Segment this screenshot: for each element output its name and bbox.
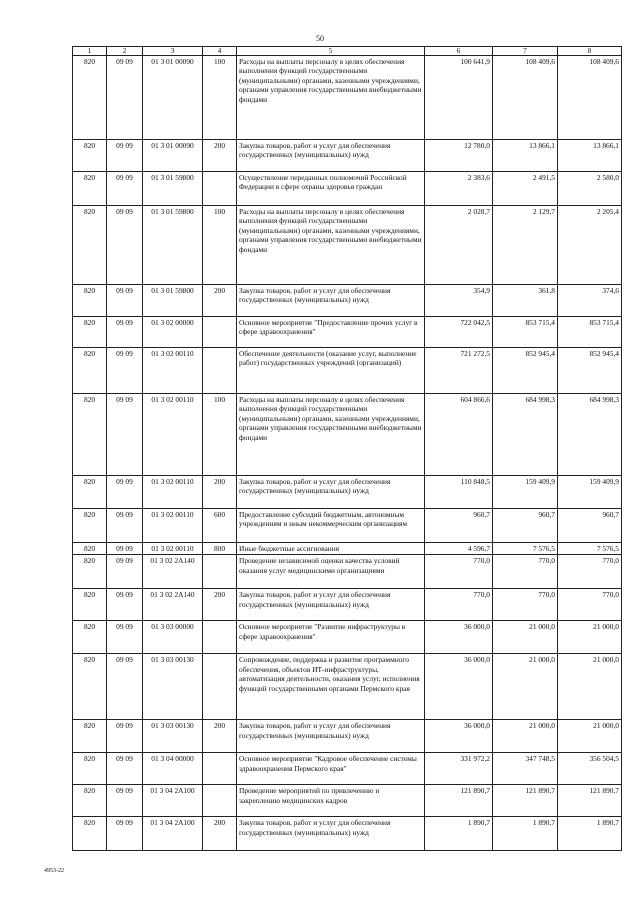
cell-amount-2: 347 748,5: [493, 753, 558, 785]
cell-amount-3: 1 890,7: [558, 817, 622, 851]
cell-target-article: 01 3 02 2А140: [143, 555, 203, 589]
cell-description: Иные бюджетные ассигнования: [237, 543, 425, 555]
cell-description: Закупка товаров, работ и услуг для обеспечения государственных (муниципальных) нужд: [237, 589, 425, 621]
cell-amount-1: 36 000,0: [425, 654, 493, 720]
cell-amount-2: 684 998,3: [493, 394, 558, 476]
cell-amount-3: 2 205,4: [558, 206, 622, 285]
cell-expense-type: 100: [203, 56, 237, 140]
cell-admin-code: 820: [73, 621, 107, 654]
cell-amount-1: 1 890,7: [425, 817, 493, 851]
cell-amount-2: 770,0: [493, 589, 558, 621]
cell-description: Основное мероприятие "Развитие инфраструктуры в сфере здравоохранения": [237, 621, 425, 654]
table-row: [73, 589, 622, 621]
cell-amount-1: 770,0: [425, 589, 493, 621]
cell-amount-1: 12 780,0: [425, 140, 493, 172]
cell-amount-3: 159 409,9: [558, 476, 622, 509]
cell-admin-code: 820: [73, 817, 107, 851]
cell-description: Закупка товаров, работ и услуг для обеспечения государственных (муниципальных) нужд: [237, 140, 425, 172]
cell-amount-1: 604 866,6: [425, 394, 493, 476]
cell-amount-1: 2 028,7: [425, 206, 493, 285]
cell-amount-1: 36 000,0: [425, 621, 493, 654]
cell-amount-2: 108 409,6: [493, 56, 558, 140]
table-row: [73, 206, 622, 285]
cell-amount-3: 21 000,0: [558, 720, 622, 753]
cell-amount-3: 853 715,4: [558, 317, 622, 348]
cell-section-code: 09 09: [107, 140, 143, 172]
table-row: [73, 654, 622, 720]
cell-amount-2: 1 890,7: [493, 817, 558, 851]
cell-target-article: 01 3 01 59800: [143, 206, 203, 285]
cell-target-article: 01 3 02 00110: [143, 509, 203, 543]
cell-admin-code: 820: [73, 654, 107, 720]
cell-section-code: 09 09: [107, 543, 143, 555]
cell-admin-code: 820: [73, 285, 107, 317]
cell-section-code: 09 09: [107, 348, 143, 394]
cell-expense-type: [203, 555, 237, 589]
cell-expense-type: 200: [203, 589, 237, 621]
cell-description: Сопровождение, поддержка и развитие программного обеспечения, объектов ИТ-инфраструктуры, автоматизация деятельности, оказания услуг, исполнения функций государственными органами Пермского края: [237, 654, 425, 720]
cell-amount-2: 853 715,4: [493, 317, 558, 348]
cell-amount-3: 21 000,0: [558, 654, 622, 720]
cell-amount-2: 159 409,9: [493, 476, 558, 509]
cell-amount-3: 7 576,5: [558, 543, 622, 555]
cell-admin-code: 820: [73, 753, 107, 785]
cell-amount-3: 960,7: [558, 509, 622, 543]
cell-expense-type: 100: [203, 394, 237, 476]
header-cell: 5: [237, 47, 425, 56]
table-row: [73, 785, 622, 817]
table-row: [73, 56, 622, 140]
cell-amount-1: 722 042,5: [425, 317, 493, 348]
cell-section-code: 09 09: [107, 654, 143, 720]
cell-amount-2: 770,0: [493, 555, 558, 589]
cell-admin-code: 820: [73, 206, 107, 285]
cell-section-code: 09 09: [107, 285, 143, 317]
cell-expense-type: 200: [203, 817, 237, 851]
footer-code: 4953-22: [44, 868, 64, 874]
table-row: [73, 140, 622, 172]
cell-section-code: 09 09: [107, 172, 143, 206]
cell-amount-1: 960,7: [425, 509, 493, 543]
cell-expense-type: [203, 317, 237, 348]
cell-description: Расходы на выплаты персоналу в целях обеспечения выполнения функций государственными (муниципальными) органами, казенными учреждениями, органами управления государственными внебюджетными фондами: [237, 56, 425, 140]
cell-amount-3: 852 945,4: [558, 348, 622, 394]
cell-admin-code: 820: [73, 394, 107, 476]
cell-target-article: 01 3 01 59800: [143, 285, 203, 317]
cell-expense-type: [203, 348, 237, 394]
table-row: [73, 621, 622, 654]
cell-admin-code: 820: [73, 589, 107, 621]
header-cell: 7: [493, 47, 558, 56]
cell-amount-2: 361,8: [493, 285, 558, 317]
cell-admin-code: 820: [73, 348, 107, 394]
cell-admin-code: 820: [73, 172, 107, 206]
cell-admin-code: 820: [73, 543, 107, 555]
cell-expense-type: 200: [203, 476, 237, 509]
cell-admin-code: 820: [73, 509, 107, 543]
cell-section-code: 09 09: [107, 555, 143, 589]
table-row: [73, 720, 622, 753]
cell-expense-type: 600: [203, 509, 237, 543]
cell-admin-code: 820: [73, 785, 107, 817]
cell-target-article: 01 3 02 00000: [143, 317, 203, 348]
cell-description: Основное мероприятие "Предоставление прочих услуг в сфере здравоохранения": [237, 317, 425, 348]
cell-amount-1: 354,9: [425, 285, 493, 317]
cell-admin-code: 820: [73, 140, 107, 172]
cell-amount-3: 770,0: [558, 589, 622, 621]
cell-description: Предоставление субсидий бюджетным, автономным учреждениям и иным некоммерческим организациям: [237, 509, 425, 543]
cell-section-code: 09 09: [107, 56, 143, 140]
cell-target-article: 01 3 02 00110: [143, 394, 203, 476]
cell-target-article: 01 3 03 00130: [143, 654, 203, 720]
cell-amount-2: 121 890,7: [493, 785, 558, 817]
cell-amount-3: 121 890,7: [558, 785, 622, 817]
cell-amount-2: 21 000,0: [493, 720, 558, 753]
cell-amount-2: 21 000,0: [493, 654, 558, 720]
cell-expense-type: [203, 654, 237, 720]
cell-target-article: 01 3 04 00000: [143, 753, 203, 785]
cell-expense-type: [203, 753, 237, 785]
cell-target-article: 01 3 02 2А140: [143, 589, 203, 621]
table-row: [73, 753, 622, 785]
cell-amount-2: 7 576,5: [493, 543, 558, 555]
cell-section-code: 09 09: [107, 394, 143, 476]
table-row: [73, 509, 622, 543]
cell-section-code: 09 09: [107, 753, 143, 785]
cell-amount-1: 331 972,2: [425, 753, 493, 785]
header-row: [73, 47, 622, 56]
table-row: [73, 394, 622, 476]
cell-target-article: 01 3 01 00090: [143, 56, 203, 140]
cell-section-code: 09 09: [107, 476, 143, 509]
cell-admin-code: 820: [73, 555, 107, 589]
cell-amount-2: 2 491,5: [493, 172, 558, 206]
cell-description: Закупка товаров, работ и услуг для обеспечения государственных (муниципальных) нужд: [237, 817, 425, 851]
cell-admin-code: 820: [73, 56, 107, 140]
cell-target-article: 01 3 02 00110: [143, 348, 203, 394]
table-row: [73, 348, 622, 394]
header-cell: 2: [107, 47, 143, 56]
cell-section-code: 09 09: [107, 785, 143, 817]
table-row: [73, 476, 622, 509]
table-row: [73, 817, 622, 851]
table-row: [73, 172, 622, 206]
cell-description: Расходы на выплаты персоналу в целях обеспечения выполнения функций государственными (муниципальными) органами, казенными учреждениями, органами управления государственными внебюджетными фондами: [237, 206, 425, 285]
cell-expense-type: 200: [203, 140, 237, 172]
cell-amount-1: 100 641,9: [425, 56, 493, 140]
cell-target-article: 01 3 04 2А100: [143, 785, 203, 817]
cell-amount-3: 374,6: [558, 285, 622, 317]
cell-section-code: 09 09: [107, 206, 143, 285]
header-cell: 6: [425, 47, 493, 56]
cell-description: Расходы на выплаты персоналу в целях обеспечения выполнения функций государственными (муниципальными) органами, казенными учреждениями, органами управления государственными внебюджетными фондами: [237, 394, 425, 476]
cell-target-article: 01 3 04 2А100: [143, 817, 203, 851]
cell-expense-type: 800: [203, 543, 237, 555]
cell-amount-3: 13 866,1: [558, 140, 622, 172]
table-row: [73, 317, 622, 348]
table-row: [73, 543, 622, 555]
cell-description: Основное мероприятие "Кадровое обеспечение системы здравоохранения Пермского края": [237, 753, 425, 785]
cell-amount-1: 770,0: [425, 555, 493, 589]
cell-amount-2: 2 129,7: [493, 206, 558, 285]
table-row: [73, 285, 622, 317]
cell-expense-type: 200: [203, 285, 237, 317]
header-cell: 8: [558, 47, 622, 56]
cell-amount-3: 684 998,3: [558, 394, 622, 476]
cell-target-article: 01 3 02 00110: [143, 543, 203, 555]
cell-expense-type: [203, 785, 237, 817]
budget-table: [72, 46, 622, 851]
cell-amount-3: 770,0: [558, 555, 622, 589]
cell-description: Закупка товаров, работ и услуг для обеспечения государственных (муниципальных) нужд: [237, 476, 425, 509]
cell-amount-3: 2 580,0: [558, 172, 622, 206]
cell-section-code: 09 09: [107, 589, 143, 621]
header-cell: 4: [203, 47, 237, 56]
cell-description: Обеспечение деятельности (оказание услуг, выполнение работ) государственных учреждений (организаций): [237, 348, 425, 394]
cell-section-code: 09 09: [107, 509, 143, 543]
page-number: 50: [316, 34, 324, 43]
cell-section-code: 09 09: [107, 621, 143, 654]
cell-amount-3: 108 409,6: [558, 56, 622, 140]
cell-amount-2: 21 000,0: [493, 621, 558, 654]
cell-target-article: 01 3 01 59800: [143, 172, 203, 206]
cell-amount-2: 960,7: [493, 509, 558, 543]
table-body: [73, 56, 622, 851]
cell-expense-type: [203, 621, 237, 654]
table-row: [73, 555, 622, 589]
cell-section-code: 09 09: [107, 817, 143, 851]
cell-section-code: 09 09: [107, 317, 143, 348]
cell-amount-1: 721 272,5: [425, 348, 493, 394]
cell-description: Проведение мероприятий по привлечению и закреплению медицинских кадров: [237, 785, 425, 817]
cell-description: Закупка товаров, работ и услуг для обеспечения государственных (муниципальных) нужд: [237, 285, 425, 317]
cell-target-article: 01 3 03 00000: [143, 621, 203, 654]
cell-target-article: 01 3 02 00110: [143, 476, 203, 509]
cell-amount-1: 110 848,5: [425, 476, 493, 509]
cell-section-code: 09 09: [107, 720, 143, 753]
cell-expense-type: 100: [203, 206, 237, 285]
cell-description: Закупка товаров, работ и услуг для обеспечения государственных (муниципальных) нужд: [237, 720, 425, 753]
cell-description: Осуществление переданных полномочий Российской Федерации в сфере охраны здоровья граждан: [237, 172, 425, 206]
cell-expense-type: 200: [203, 720, 237, 753]
cell-target-article: 01 3 01 00090: [143, 140, 203, 172]
cell-amount-1: 121 890,7: [425, 785, 493, 817]
cell-admin-code: 820: [73, 317, 107, 348]
cell-amount-3: 21 000,0: [558, 621, 622, 654]
cell-expense-type: [203, 172, 237, 206]
cell-description: Проведение независимой оценки качества условий оказания услуг медицинскими организациями: [237, 555, 425, 589]
cell-amount-3: 356 504,5: [558, 753, 622, 785]
header-cell: 3: [143, 47, 203, 56]
cell-amount-1: 4 596,7: [425, 543, 493, 555]
cell-amount-1: 36 000,0: [425, 720, 493, 753]
cell-amount-2: 13 866,1: [493, 140, 558, 172]
header-cell: 1: [73, 47, 107, 56]
cell-admin-code: 820: [73, 720, 107, 753]
cell-amount-2: 852 945,4: [493, 348, 558, 394]
cell-amount-1: 2 383,6: [425, 172, 493, 206]
cell-admin-code: 820: [73, 476, 107, 509]
cell-target-article: 01 3 03 00130: [143, 720, 203, 753]
